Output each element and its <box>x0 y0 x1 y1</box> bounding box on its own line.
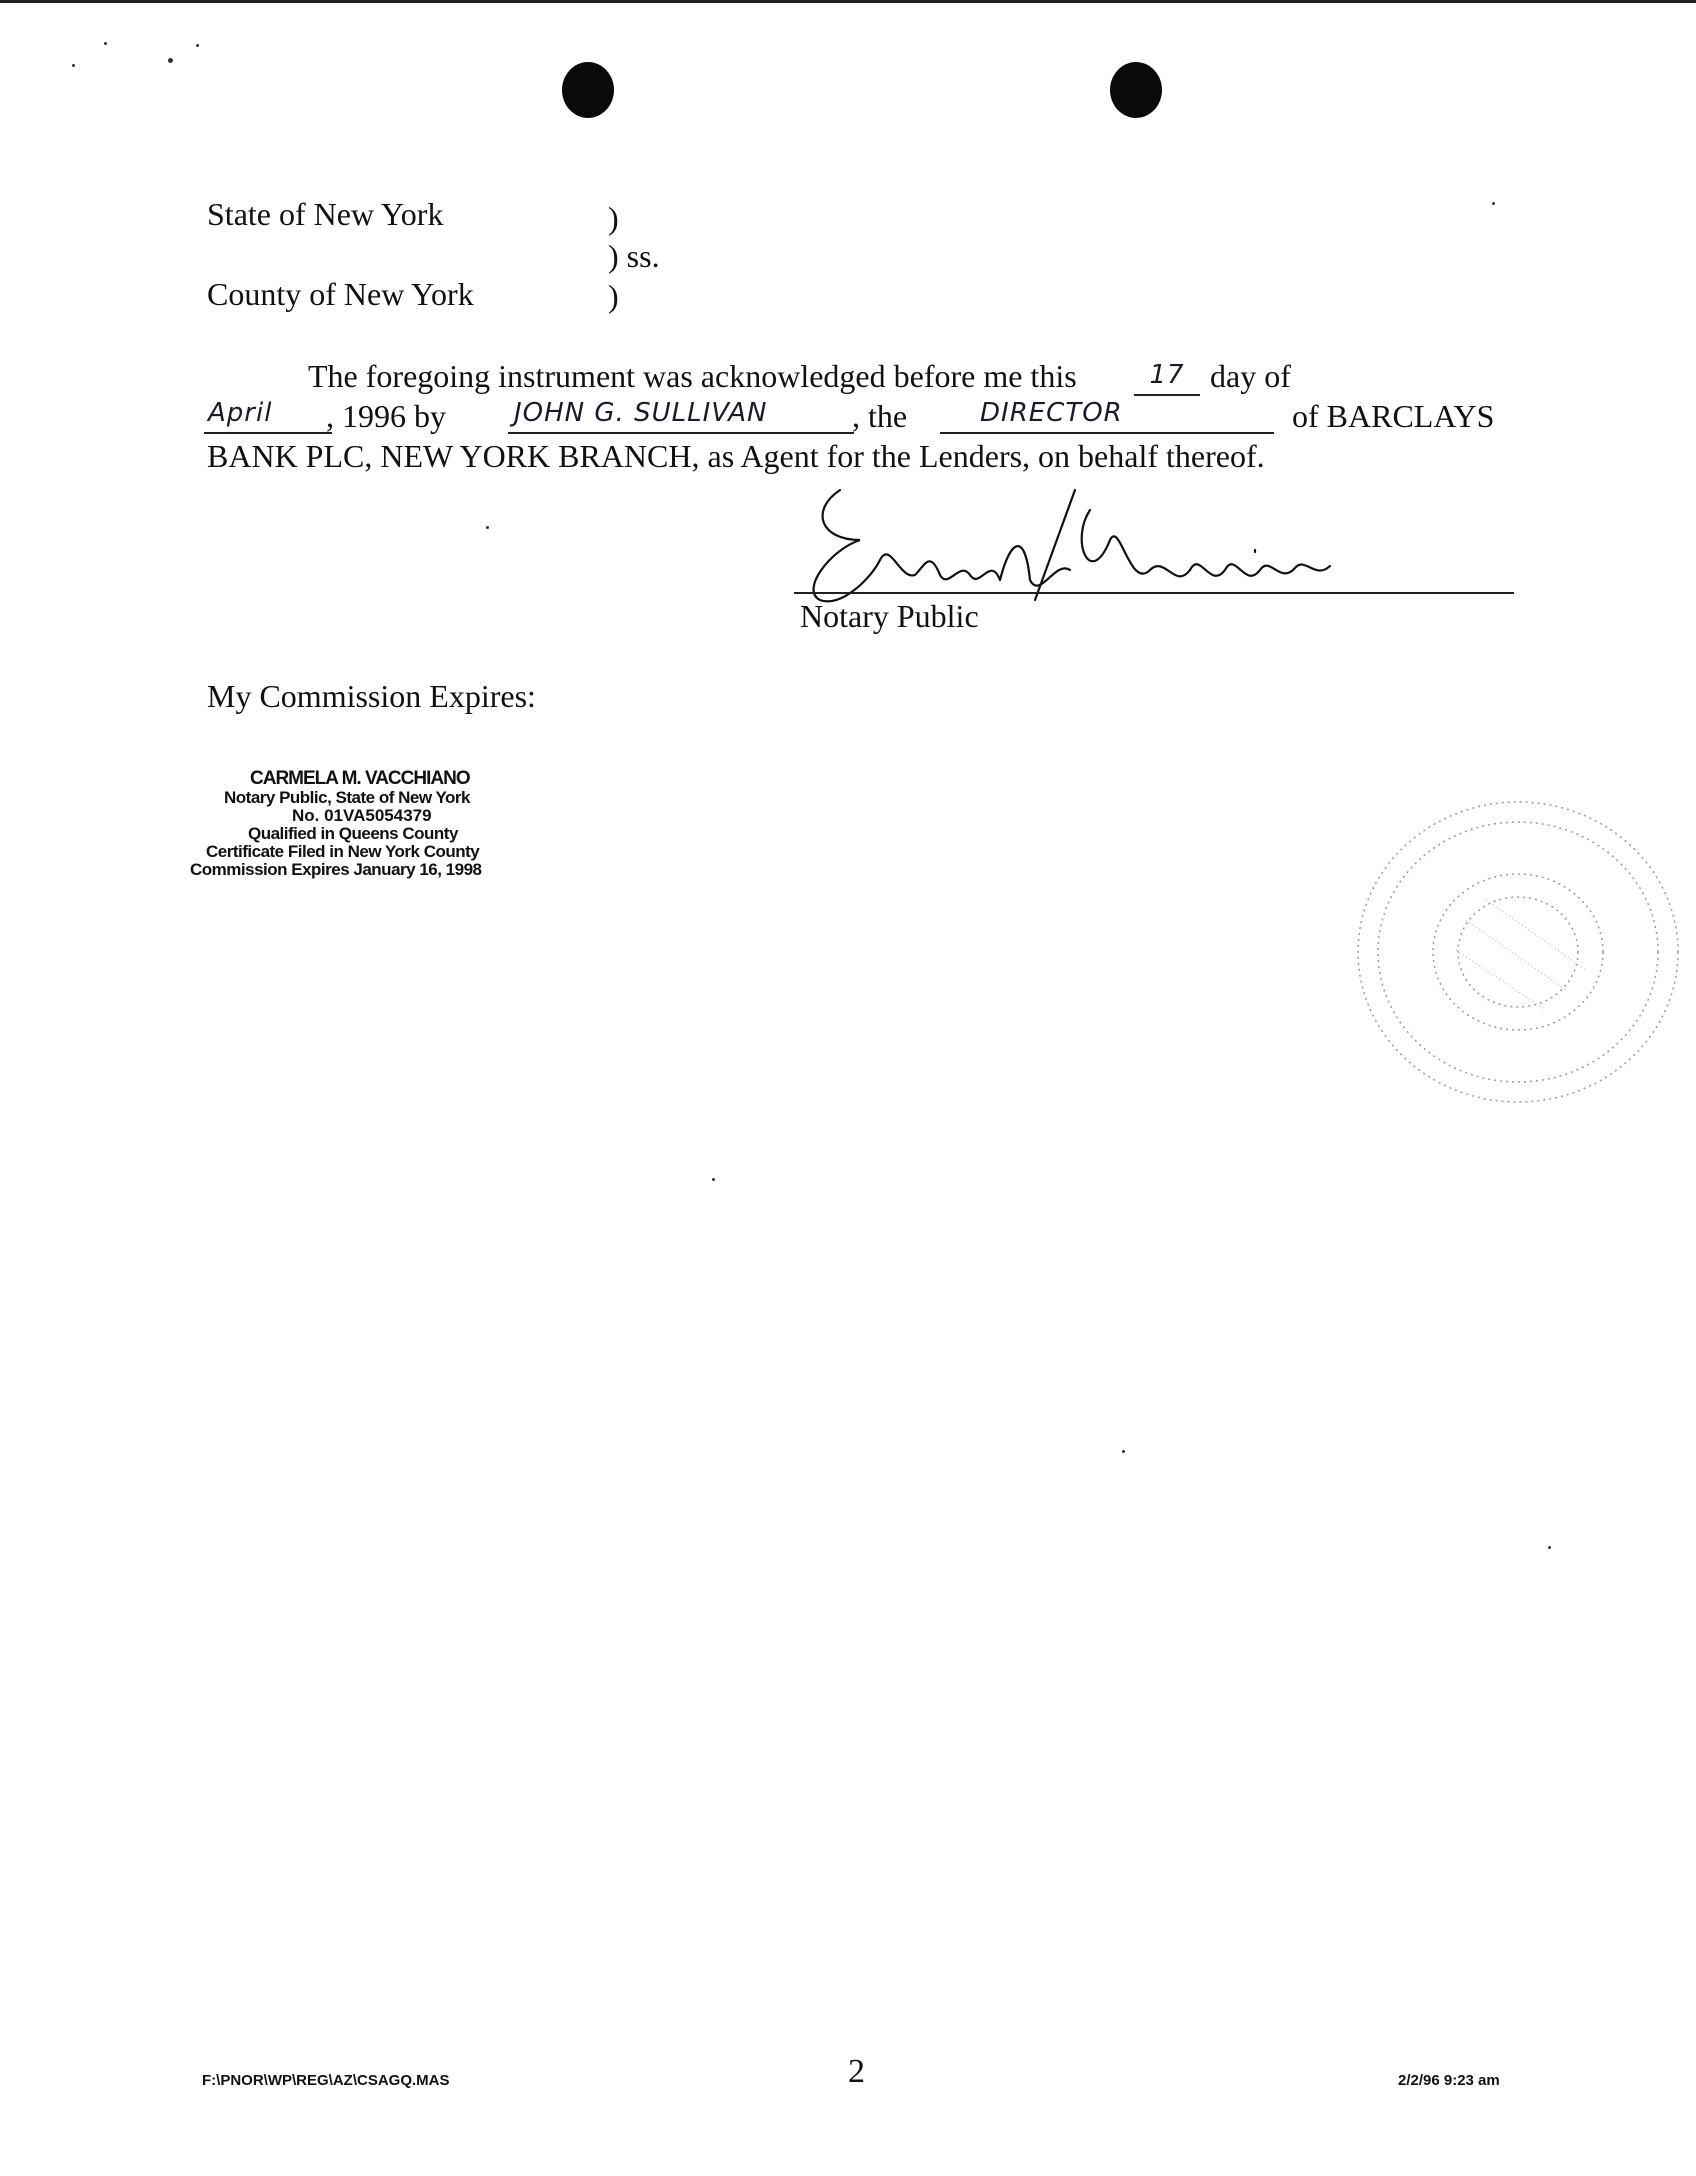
stamp-number: No. 01VA5054379 <box>292 806 432 825</box>
month-blank <box>204 394 332 434</box>
footer-file-path: F:\PNOR\WP\REG\AZ\CSAGQ.MAS <box>202 2072 450 2089</box>
title-blank <box>940 394 1274 434</box>
stamp-name: CARMELA M. VACCHIANO <box>250 768 470 789</box>
ack-line3: BANK PLC, NEW YORK BRANCH, as Agent for the Lenders, on behalf thereof. <box>207 438 1265 474</box>
ack-the: , the <box>852 398 908 434</box>
venue-county: County of New York <box>207 276 474 312</box>
stamp-certificate: Certificate Filed in New York County <box>206 842 480 861</box>
venue-state: State of New York <box>207 196 444 232</box>
scan-speck <box>1122 1450 1125 1453</box>
stamp-commission-state: Notary Public, State of New York <box>224 788 470 807</box>
page-top-border <box>0 0 1696 3</box>
ack-line1: The foregoing instrument was acknowledged before me this <box>308 358 1077 394</box>
footer-timestamp: 2/2/96 9:23 am <box>1398 2072 1500 2089</box>
notary-label: Notary Public <box>800 598 979 634</box>
scan-speck <box>104 42 107 45</box>
ack-of-barclays: of BARCLAYS <box>1292 398 1495 434</box>
scan-speck <box>1492 202 1495 205</box>
scan-speck <box>486 526 489 529</box>
month-handwritten: April <box>208 398 273 428</box>
venue-paren: ) <box>608 200 619 236</box>
punch-hole-left <box>562 62 614 118</box>
title-handwritten: DIRECTOR <box>980 398 1123 428</box>
notary-stamp <box>188 768 588 898</box>
punch-hole-right <box>1110 62 1162 118</box>
scan-speck <box>1548 1546 1551 1549</box>
ack-line1-end: day of <box>1210 358 1291 394</box>
scan-speck <box>196 44 199 47</box>
scan-speck <box>72 64 75 67</box>
day-handwritten: 17 <box>1149 360 1185 390</box>
signer-handwritten: JOHN G. SULLIVAN <box>514 398 768 428</box>
venue-paren: ) <box>608 278 619 314</box>
signer-blank <box>508 394 854 434</box>
page-number: 2 <box>848 2053 865 2090</box>
commission-label: My Commission Expires: <box>207 678 536 714</box>
embossed-seal <box>1346 790 1692 1120</box>
venue-ss: ) ss. <box>608 238 660 274</box>
signature-line <box>794 592 1514 594</box>
stamp-qualified: Qualified in Queens County <box>248 824 458 843</box>
scan-speck <box>168 58 173 63</box>
scan-speck <box>712 1178 715 1181</box>
day-blank <box>1134 356 1200 396</box>
stamp-expiration: Commission Expires January 16, 1998 <box>190 860 482 879</box>
ack-year-by: , 1996 by <box>326 398 446 434</box>
